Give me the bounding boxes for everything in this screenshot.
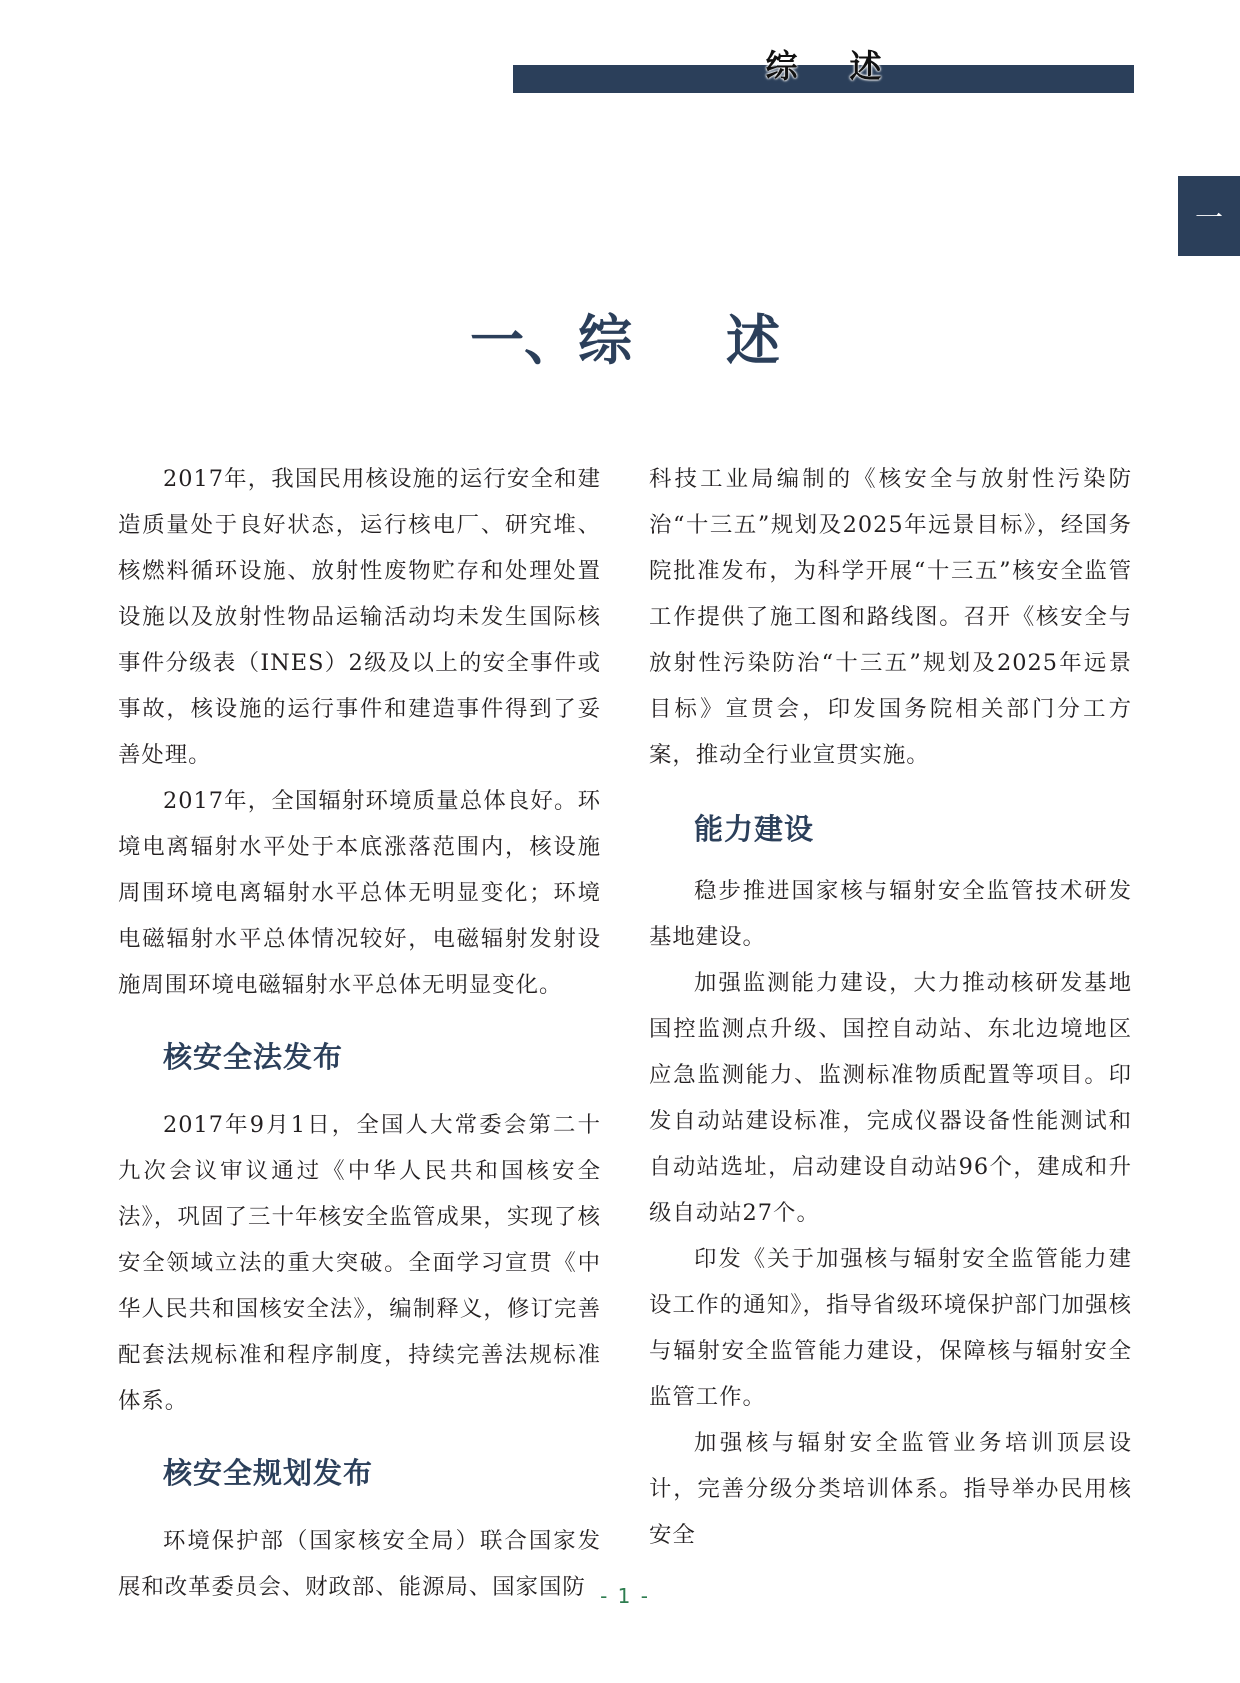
paragraph: 2017年，我国民用核设施的运行安全和建造质量处于良好状态，运行核电厂、研究堆、核燃料循环设施、放射性废物贮存和处理处置设施以及放射性物品运输活动均未发生国际核事件分级表（INES）2级及以上的安全事件或事故，核设施的运行事件和建造事件得到了妥善处理。 [118,466,601,768]
paragraph: 加强核与辐射安全监管业务培训顶层设计，完善分级分类培训体系。指导举办民用核安全 [649,1430,1132,1548]
paragraph: 印发《关于加强核与辐射安全监管能力建设工作的通知》，指导省级环境保护部门加强核与辐射安全监管能力建设，保障核与辐射安全监管工作。 [649,1246,1132,1410]
paragraph: 科技工业局编制的《核安全与放射性污染防治“十三五”规划及2025年远景目标》，经国务院批准发布，为科学开展“十三五”核安全监管工作提供了施工图和路线图。召开《核安全与放射性污染防治“十三五”规划及2025年远景目标》宣贯会，印发国务院相关部门分工方案，推动全行业宣贯实施。 [649,466,1132,768]
paragraph: 加强监测能力建设，大力推动核研发基地国控监测点升级、国控自动站、东北边境地区应急监测能力、监测标准物质配置等项目。印发自动站建设标准，完成仪器设备性能测试和自动站选址，启动建设自动站96个，建成和升级自动站27个。 [649,970,1132,1226]
chapter-side-tab: 一 [1178,176,1240,256]
chapter-title [0,300,1240,380]
right-column [649,456,1132,1558]
paragraph: 2017年，全国辐射环境质量总体良好。环境电离辐射水平处于本底涨落范围内，核设施周围环境电离辐射水平总体无明显变化；环境电磁辐射水平总体情况较好，电磁辐射发射设施周围环境电磁辐射水平总体无明显变化。 [118,788,601,998]
chapter-title-end: 述 [726,308,780,372]
section-heading: 能力建设 [694,812,815,846]
paragraph: 环境保护部（国家核安全局）联合国家发展和改革委员会、财政部、能源局、国家国防 [118,1528,601,1600]
paragraph: 2017年9月1日，全国人大常委会第二十九次会议审议通过《中华人民共和国核安全法》，巩固了三十年核安全监管成果，实现了核安全领域立法的重大突破。全面学习宣贯《中华人民共和国核安全法》，编制释义，修订完善配套法规标准和程序制度，持续完善法规标准体系。 [118,1112,601,1414]
left-column [118,456,601,1610]
section-heading: 核安全法发布 [163,1040,344,1074]
section-heading: 核安全规划发布 [163,1456,374,1490]
paragraph: 稳步推进国家核与辐射安全监管技术研发基地建设。 [649,878,1132,950]
chapter-title-number: 一、综 [470,308,632,372]
page-number: - 1 - [600,1584,650,1608]
header-title: 综述 [765,47,934,85]
